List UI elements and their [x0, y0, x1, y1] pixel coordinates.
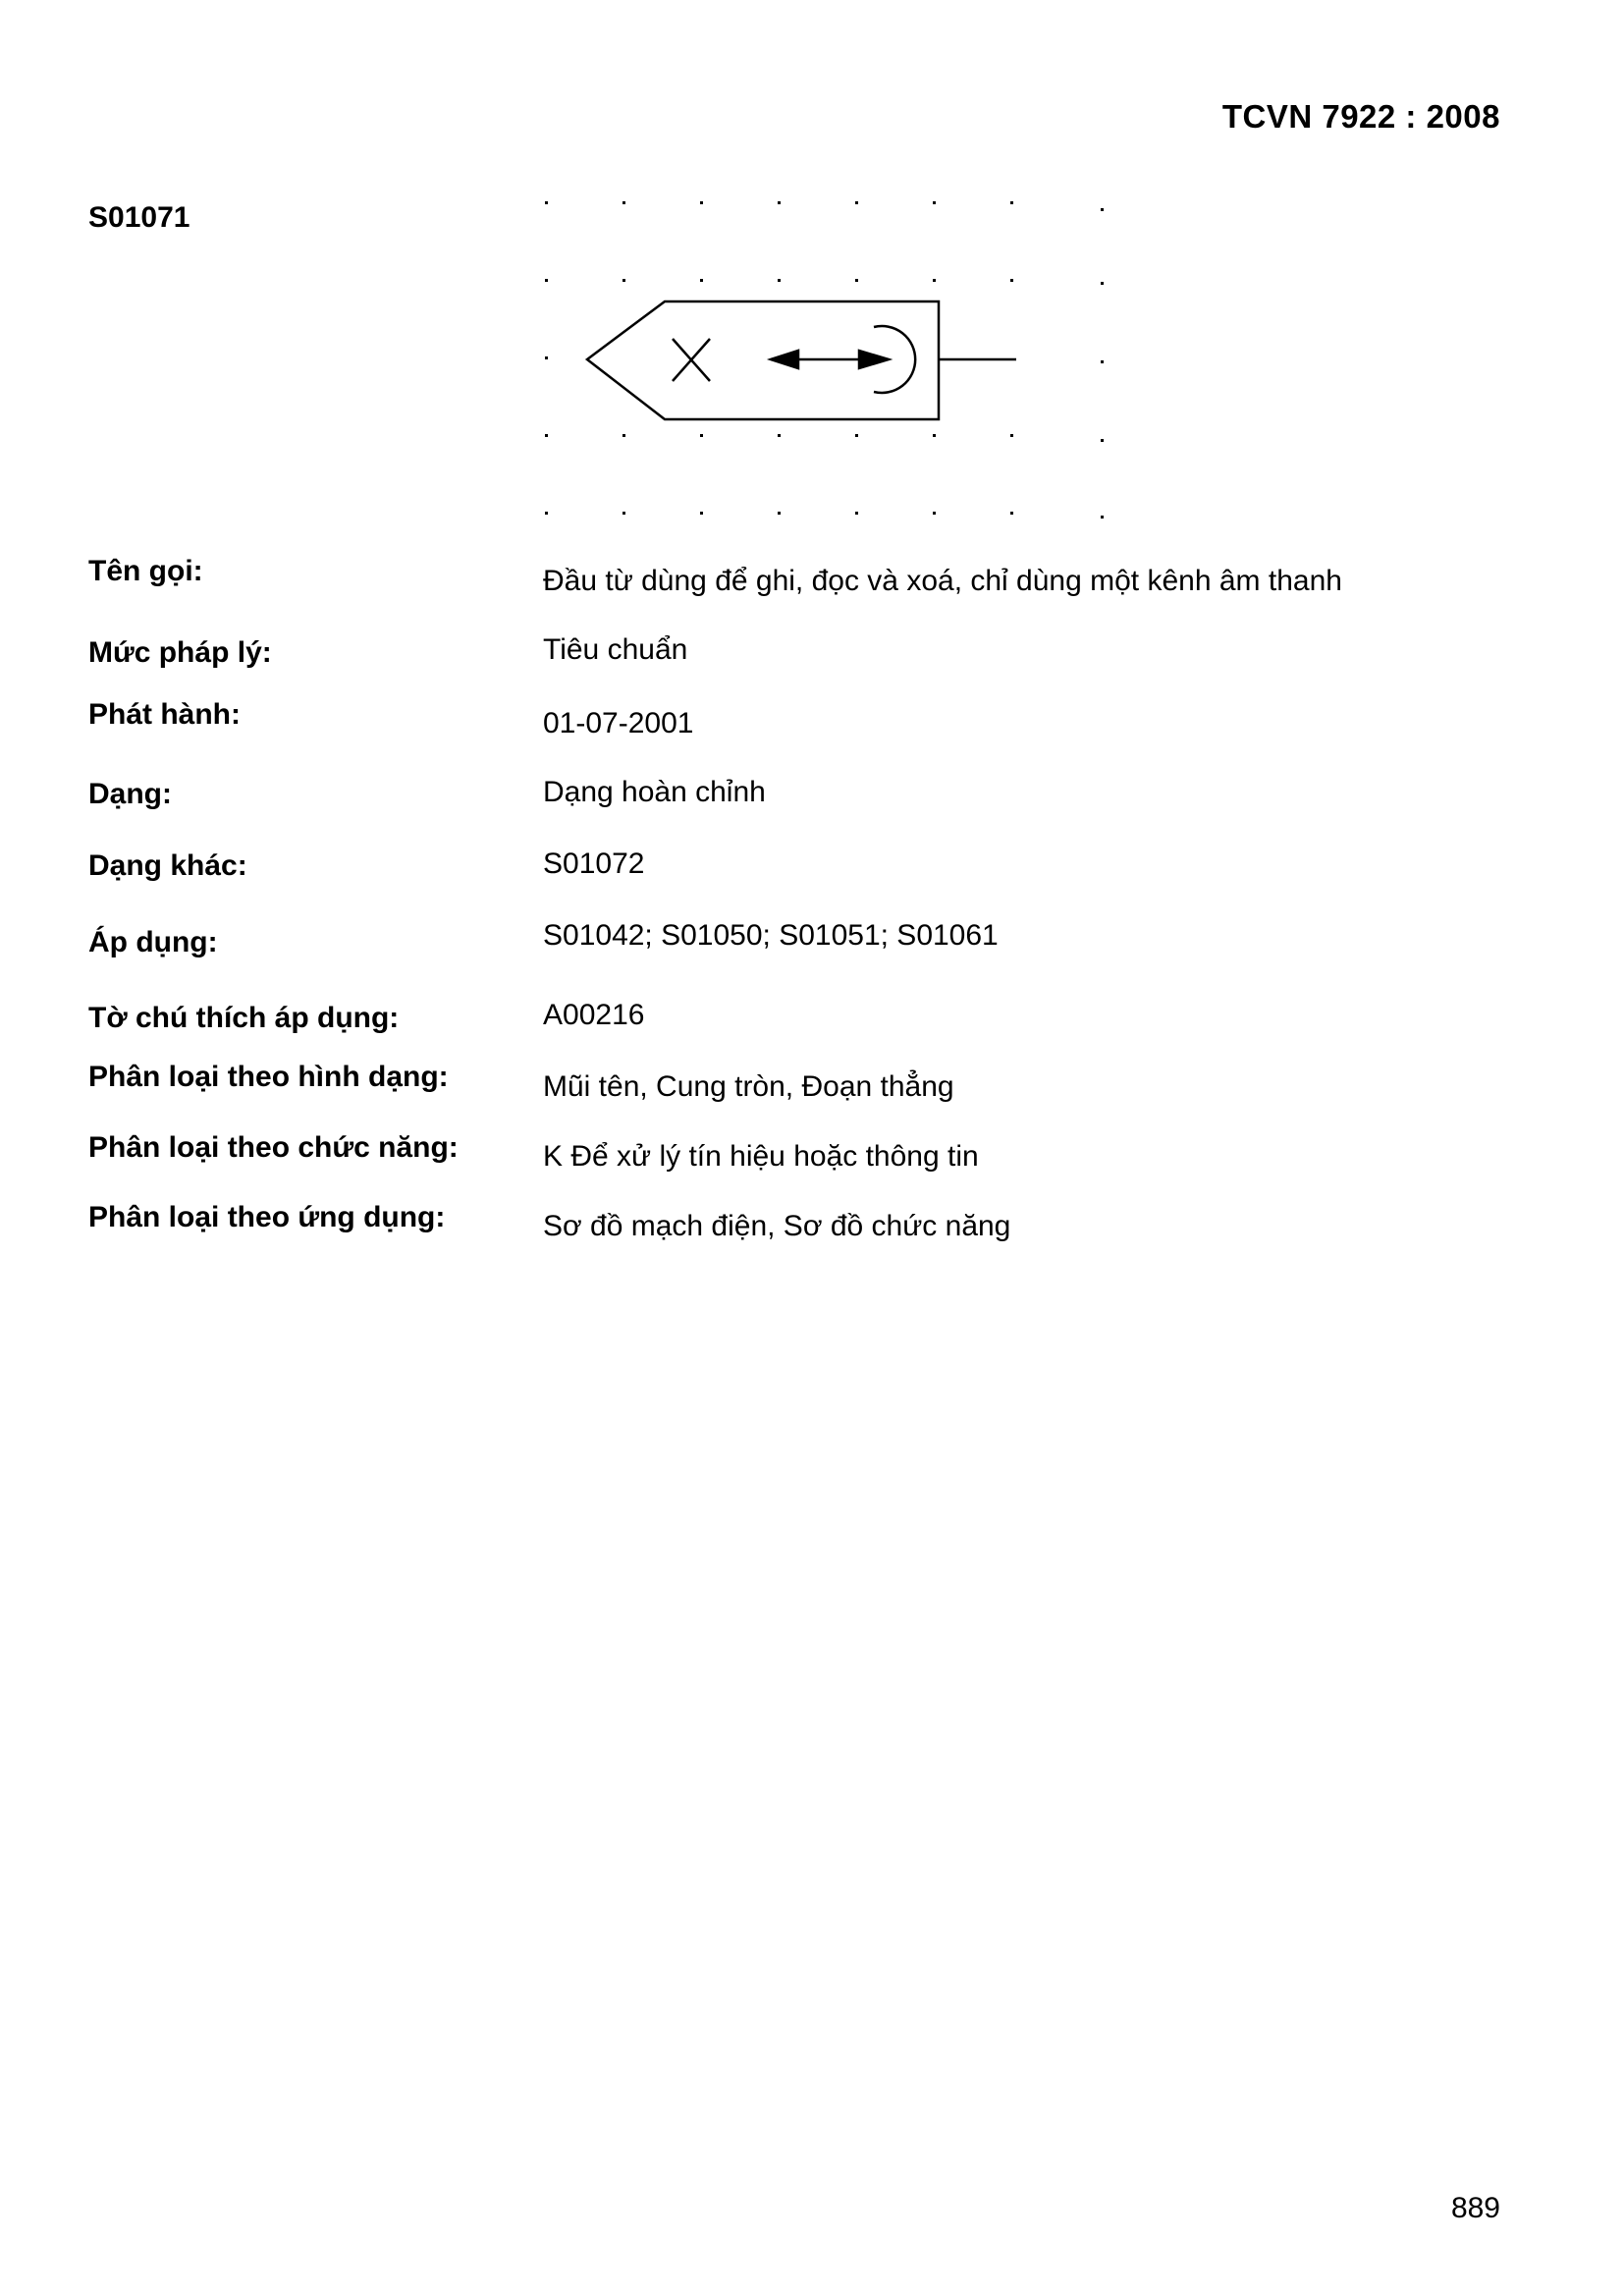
erase-cross-icon	[673, 339, 710, 381]
field-label-ap-dung: Áp dụng:	[88, 926, 218, 958]
field-value-to-chu-thich: A00216	[543, 999, 645, 1031]
symbol-code: S01071	[88, 201, 190, 234]
grid-row-5	[545, 512, 1104, 519]
field-label-ten-goi: Tên gọi:	[88, 555, 203, 587]
field-label-dang-khac: Dạng khác:	[88, 849, 247, 882]
magnetic-head-icon	[587, 301, 1016, 419]
field-value-phan-loai-hinh-dang: Mũi tên, Cung tròn, Đoạn thẳng	[543, 1070, 954, 1103]
field-label-phan-loai-chuc-nang: Phân loại theo chức năng:	[88, 1131, 459, 1164]
field-label-phan-loai-ung-dung: Phân loại theo ứng dụng:	[88, 1201, 446, 1233]
field-value-ten-goi: Đầu từ dùng để ghi, đọc và xoá, chỉ dùng một kênh âm thanh	[543, 565, 1342, 597]
field-value-ap-dung: S01042; S01050; S01051; S01061	[543, 919, 999, 952]
field-label-muc-phap-ly: Mức pháp lý:	[88, 636, 272, 669]
page-number: 889	[1450, 2192, 1500, 2224]
grid-row-2	[545, 279, 1104, 285]
field-value-phan-loai-ung-dung: Sơ đồ mạch điện, Sơ đồ chức năng	[543, 1210, 1011, 1242]
field-value-dang-khac: S01072	[543, 847, 645, 880]
arrow-head-left-icon	[771, 351, 798, 368]
grid-row-4	[545, 434, 1104, 442]
field-value-phan-loai-chuc-nang: K Để xử lý tín hiệu hoặc thông tin	[543, 1140, 979, 1173]
field-value-phat-hanh: 01-07-2001	[543, 707, 694, 739]
grid-row-1	[545, 201, 1104, 211]
field-value-dang: Dạng hoàn chỉnh	[543, 776, 766, 808]
field-label-phan-loai-hinh-dang: Phân loại theo hình dạng:	[88, 1061, 449, 1093]
field-value-muc-phap-ly: Tiêu chuẩn	[543, 633, 688, 666]
field-label-phat-hanh: Phát hành:	[88, 698, 241, 731]
arrow-head-right-icon	[859, 351, 889, 368]
field-label-to-chu-thich: Tờ chú thích áp dụng:	[88, 1002, 400, 1034]
symbol-figure	[535, 191, 1124, 535]
standard-header: TCVN 7922 : 2008	[1221, 98, 1500, 135]
field-label-dang: Dạng:	[88, 778, 172, 810]
